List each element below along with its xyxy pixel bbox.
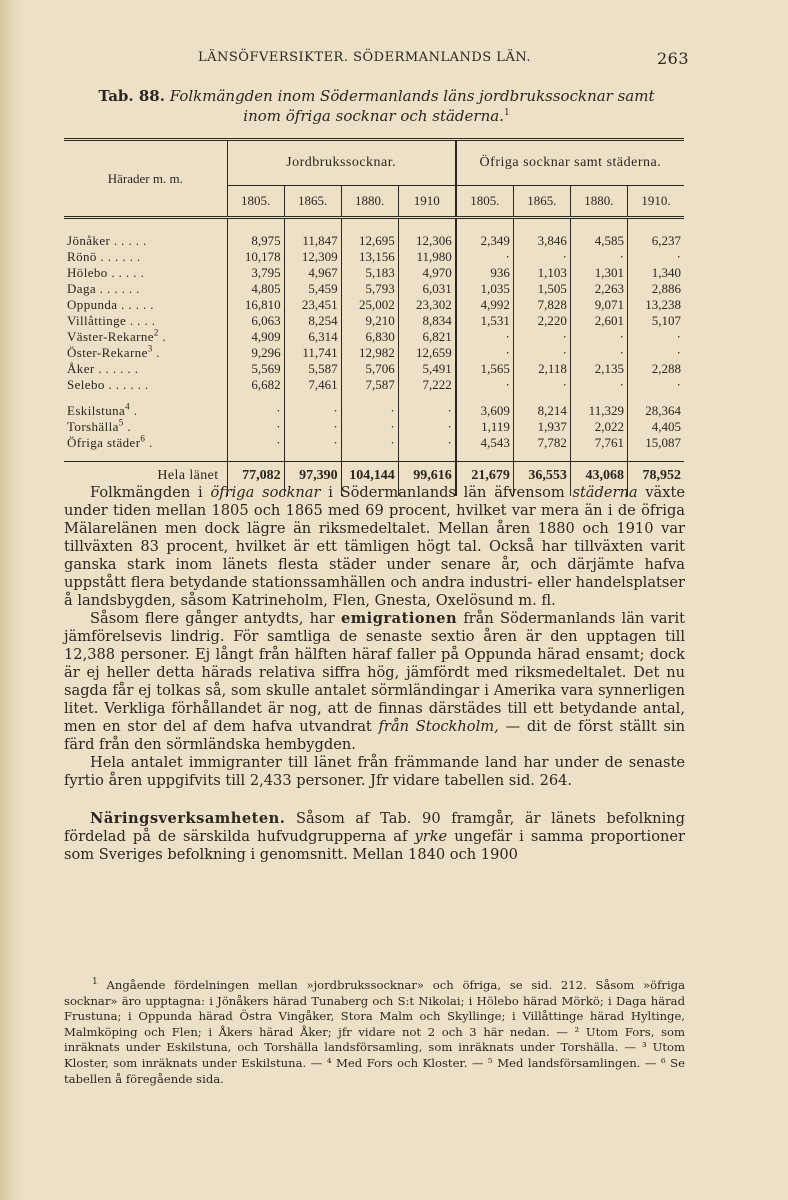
table-cell: 5,183 [341,265,398,281]
table-cell: 16,810 [227,297,284,313]
table-cell: · [284,435,341,451]
stub-header: Härader m. m. [107,170,183,186]
year-header: 1910. [627,186,684,218]
table-cell: 8,214 [513,403,570,419]
page-edge [0,0,22,1200]
table-cell: 6,821 [398,329,456,345]
group-header-jordbruk: Jordbrukssocknar. [227,140,456,186]
table-cell: 25,002 [341,297,398,313]
table-cell: 6,237 [627,233,684,249]
footnote-mark: 1 [92,977,98,988]
table-cell: 4,970 [398,265,456,281]
row-label: Selebo . . . . . . [67,377,149,392]
table-cell: 9,071 [570,297,627,313]
year-header: 1805. [456,186,514,218]
table-row [64,361,684,377]
table-cell: 7,828 [513,297,570,313]
table-cell: 2,601 [570,313,627,329]
table-cell: 97,390 [284,462,341,491]
table-cell: 4,967 [284,265,341,281]
table-cell: · [284,403,341,419]
table-cell: 2,263 [570,281,627,297]
table-cell: 9,296 [227,345,284,361]
table-cell: · [570,377,627,393]
table-cell: 12,306 [398,233,456,249]
table-row [64,345,684,361]
table-cell: 104,144 [341,462,398,491]
table-cell: · [227,419,284,435]
table-cell: 5,569 [227,361,284,377]
table-cell: 1,119 [456,419,514,435]
table-cell: · [513,249,570,265]
table-cell: · [227,435,284,451]
table-cell: 5,706 [341,361,398,377]
table-row [64,377,684,393]
table-cell: · [627,329,684,345]
row-label: Jönåker . . . . . [67,233,147,248]
table-cell: 7,782 [513,435,570,451]
body-text [64,484,685,864]
table-cell: 11,980 [398,249,456,265]
table-cell: 6,031 [398,281,456,297]
table-cell: 4,585 [570,233,627,249]
table-cell: 1,340 [627,265,684,281]
table-cell: 1,531 [456,313,514,329]
table-cell: · [456,249,514,265]
table-cell: 8,975 [227,233,284,249]
table-cell: 12,695 [341,233,398,249]
table-cell: · [570,249,627,265]
row-label: Torshälla$^5$ . [67,417,132,434]
table-cell: · [227,403,284,419]
table-cell: · [627,249,684,265]
table-caption [64,86,689,126]
table-cell: · [570,329,627,345]
footnote: $^1$ Angående fördelningen mellan »jordbrukssocknar» och öfriga, se sid. 212. Såsom »öfriga socknar» äro upptagna: i Jönåkers härad Tunaberg och S:t Nikolai; i Hölebo härad Mörkö; i Daga härad Frustuna; i Oppunda härad Östra Vingåker, Stora Malm och Skyllinge; i Villåttinge härad Hyltinge, Malmköping och Flen; i Åkers härad Åker; jfr vidare not 2 och 3 här nedan. — ² Utom Fors, som inräknats under Eskilstuna, och Torshälla landsförsamling, som inräknats under Torshälla. — ³ Utom Kloster, som inräknats under Eskilstuna. — ⁴ Med Fors och Kloster. — ⁵ Med landsförsamlingen. — ⁶ Se tabellen å föregående sida. [64,977,686,1086]
table-cell: · [398,435,456,451]
table-cell: 4,405 [627,419,684,435]
table-cell: 2,886 [627,281,684,297]
table-row [64,281,684,297]
table-cell: 7,761 [570,435,627,451]
table-cell: 11,329 [570,403,627,419]
row-label: Eskilstuna$^4$ . [67,401,138,418]
table-cell: 36,553 [513,462,570,491]
table-cell: · [341,419,398,435]
table-cell: · [513,329,570,345]
table-cell: 6,682 [227,377,284,393]
table-cell: · [398,403,456,419]
table-cell: 12,982 [341,345,398,361]
row-label: Hela länet [64,462,227,491]
table-cell: 3,795 [227,265,284,281]
table-cell: 1,301 [570,265,627,281]
table-row [64,419,684,435]
table-cell: · [513,377,570,393]
table-row [64,249,684,265]
table-cell: 6,063 [227,313,284,329]
paragraph: Hela antalet immigranter till länet från främmande land har under de senaste fyrtio åren uppgifvits till 2,433 personer. Jfr vidare tabellen sid. 264. [64,754,685,789]
table-cell: 23,451 [284,297,341,313]
table-cell: 7,587 [341,377,398,393]
row-label: Hölebo . . . . . [67,265,145,280]
table-cell: 8,834 [398,313,456,329]
year-header: 1880. [570,186,627,218]
table-cell: · [398,419,456,435]
table-cell: 1,035 [456,281,514,297]
table-cell: · [570,345,627,361]
table-cell: · [627,377,684,393]
table-cell: 99,616 [398,462,456,491]
table-cell: 1,937 [513,419,570,435]
table-body [64,218,684,497]
caption-title-line2: inom öfriga socknar och städerna. [243,107,504,125]
table-cell: 13,238 [627,297,684,313]
row-label: Öfriga städer$^6$ . [67,433,153,450]
table-cell: 5,793 [341,281,398,297]
table-cell: 11,741 [284,345,341,361]
year-header: 1910 [398,186,456,218]
paragraph: Såsom flere gånger antydts, har emigrationen från Södermanlands län varit jämförelsevis lindrig. För samtliga de senaste sextio åren är den upptagen till 12,388 personer. Ej långt från hälften häraf faller på Oppunda härad ensamt; dock är ej heller detta härads relativa siffra hög, jämfördt med riksmedeltalet. Det nu sagda får ej tolkas så, som skulle antalet sörmländingar i Amerika vara synnerligen litet. Verkliga förhållandet är nog, att de finnas därstädes till ett betydande antal, men en stor del af dem hafva utvandrat från Stockholm, — dit de först ställt sin färd från den sörmländska hembygden. [64,610,686,753]
year-header: 1865. [284,186,341,218]
table-cell: 15,087 [627,435,684,451]
table-cell: · [456,329,514,345]
table-cell: 4,909 [227,329,284,345]
page-number: 263 [656,49,689,68]
table-cell: 3,846 [513,233,570,249]
table-row [64,265,684,281]
table-cell: 21,679 [456,462,514,491]
table-cell: 5,107 [627,313,684,329]
table-cell: 2,220 [513,313,570,329]
year-header: 1880. [341,186,398,218]
table-cell: · [627,345,684,361]
table-cell: · [456,345,514,361]
population-table [64,138,684,496]
table-cell: 8,254 [284,313,341,329]
table-label: Tab. 88. [98,87,165,105]
table-cell: 4,805 [227,281,284,297]
table-cell: 2,349 [456,233,514,249]
table-cell: · [284,419,341,435]
table-cell: · [513,345,570,361]
table-cell: 936 [456,265,514,281]
table-cell: 2,022 [570,419,627,435]
paragraph: Näringsverksamheten. Såsom af Tab. 90 framgår, är länets befolkning fördelad på de särskilda hufvudgrupperna af yrke ungefär i samma proportioner som Sveriges befolkning i genomsnitt. Mellan 1840 och 1900 [64,810,686,863]
row-label: Villåttinge . . . . [67,313,156,328]
table-cell: 9,210 [341,313,398,329]
caption-title-line1: Folkmängden inom Södermanlands läns jordbrukssocknar samt [169,87,655,105]
table-cell: 5,587 [284,361,341,377]
table-cell: 43,068 [570,462,627,491]
table-cell: 23,302 [398,297,456,313]
table-row [64,313,684,329]
table-cell: 28,364 [627,403,684,419]
year-header: 1865. [513,186,570,218]
table-row [64,297,684,313]
row-label: Öster-Rekarne$^3$ . [67,343,160,360]
table-cell: · [341,435,398,451]
row-label: Väster-Rekarne$^2$ . [67,327,167,344]
running-header [64,50,689,68]
table-cell: 6,830 [341,329,398,345]
table-cell: 12,309 [284,249,341,265]
table-cell: 11,847 [284,233,341,249]
table-cell: 4,543 [456,435,514,451]
table-cell: 4,992 [456,297,514,313]
row-label: Åker . . . . . . [67,361,139,376]
table-row [64,329,684,345]
table-cell: 5,491 [398,361,456,377]
table-cell: 10,178 [227,249,284,265]
table-cell: 1,565 [456,361,514,377]
table-cell: 2,135 [570,361,627,377]
year-header: 1805. [227,186,284,218]
table-cell: 13,156 [341,249,398,265]
table-row [64,233,684,249]
table-cell: 1,103 [513,265,570,281]
table-row [64,435,684,451]
table-cell: 5,459 [284,281,341,297]
table-cell: 3,609 [456,403,514,419]
group-header-ofriga: Öfriga socknar samt städerna. [456,140,684,186]
table-row [64,403,684,419]
row-label: Oppunda . . . . . [67,297,154,312]
table-cell: 7,461 [284,377,341,393]
paragraph: Folkmängden i öfriga socknar i Södermanlands län äfvensom städerna växte under tiden mellan 1805 och 1865 med 69 procent, hvilket var mera än i de öfriga Mälarelänen men dock lägre än riksmedeltalet. Mellan åren 1880 och 1910 var tillväxten 83 procent, hvilket är ett tämligen högt tal. Också har tillväxten varit ganska stark inom länets flesta städer under senare år, och därjämte hafva uppstått flera betydande stationssamhällen och andra industri- eller handelsplatser å landsbygden, såsom Katrineholm, Flen, Gnesta, Oxelösund m. fl. [64,484,685,609]
running-title: LÄNSÖFVERSIKTER. SÖDERMANLANDS LÄN. [198,50,532,65]
table-cell: 2,118 [513,361,570,377]
row-label: Daga . . . . . . [67,281,140,296]
table-cell: 12,659 [398,345,456,361]
table-cell: 2,288 [627,361,684,377]
row-label: Rönö . . . . . . [67,249,141,264]
table-cell: 77,082 [227,462,284,491]
footnotes [64,978,685,1087]
table-cell: 78,952 [627,462,684,491]
table-cell: 7,222 [398,377,456,393]
caption-footnote-mark: 1 [503,108,510,118]
table-cell: 6,314 [284,329,341,345]
table-cell: · [341,403,398,419]
table-cell: 1,505 [513,281,570,297]
table-cell: · [456,377,514,393]
